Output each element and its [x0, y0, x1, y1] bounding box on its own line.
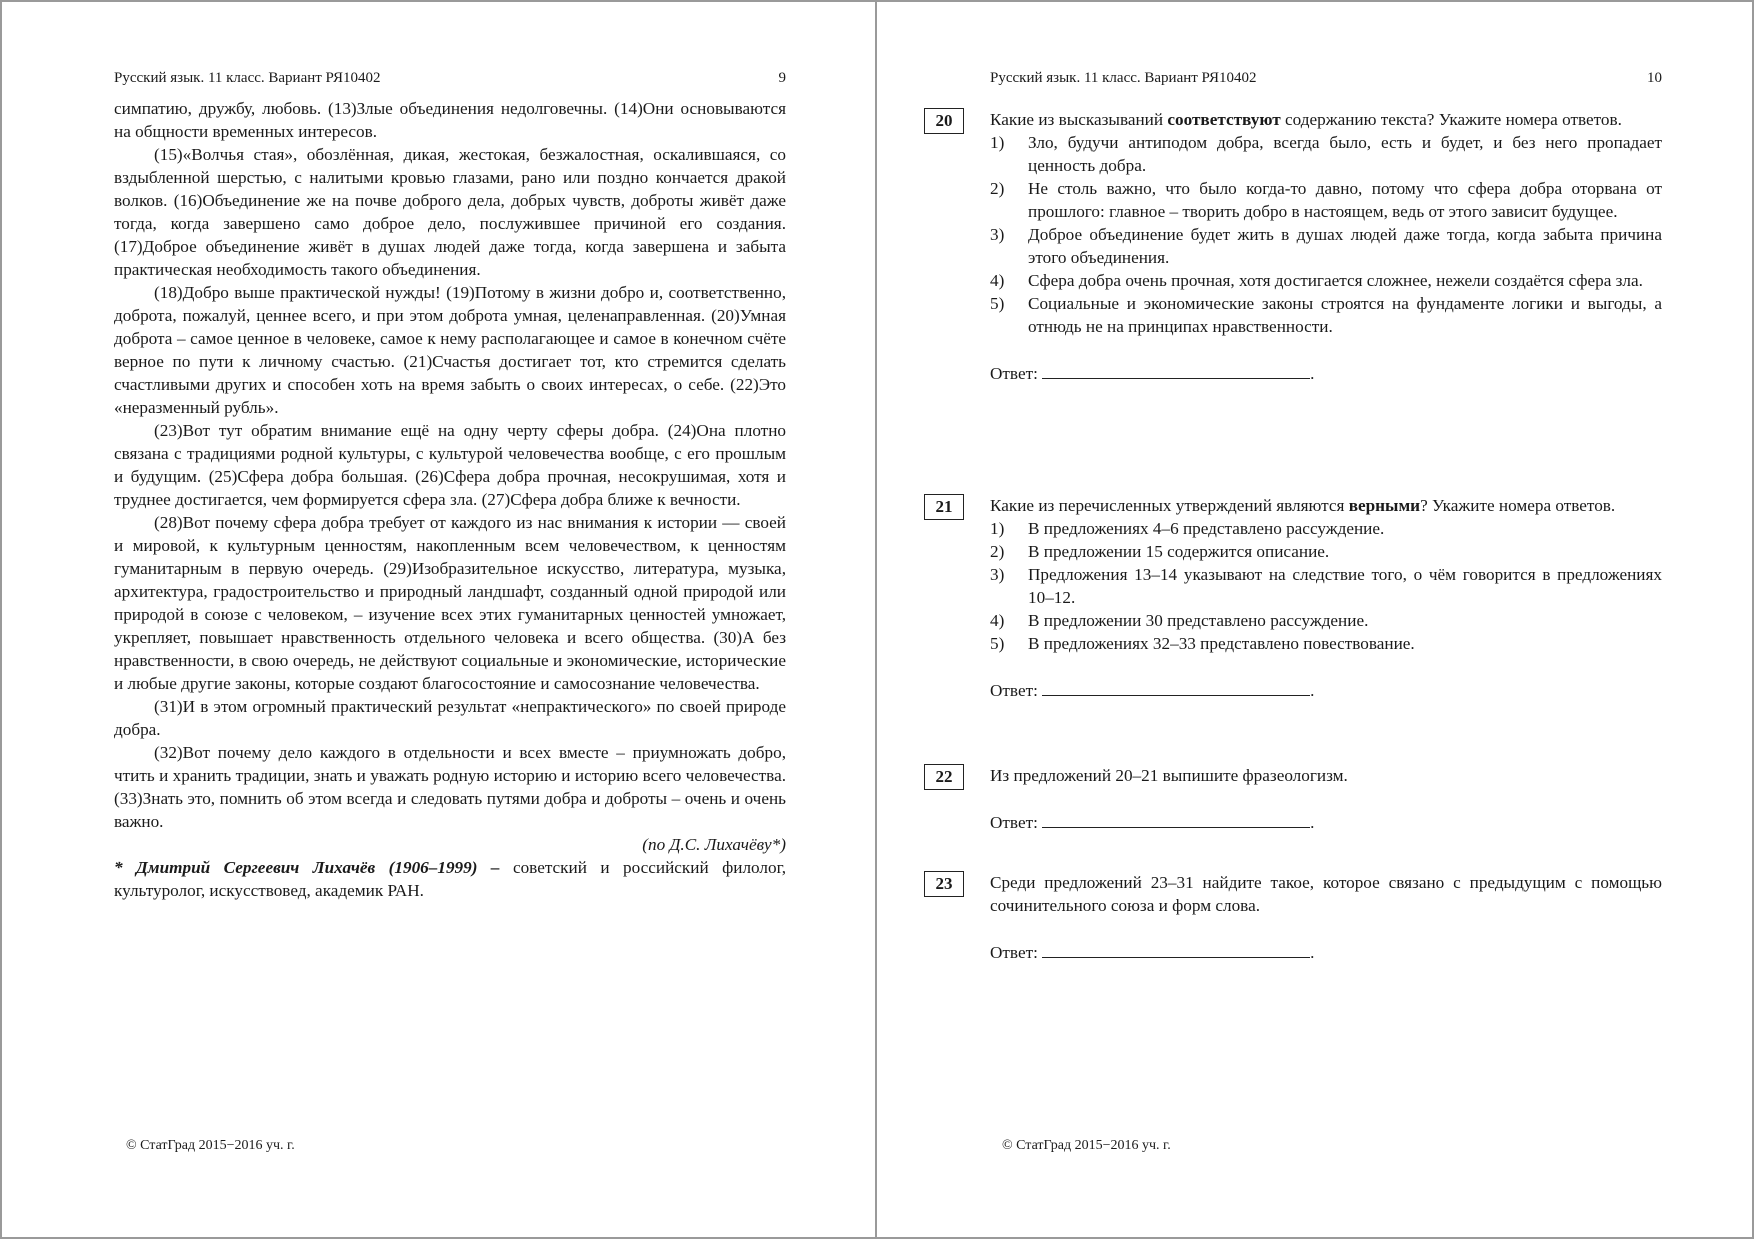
option-text: Зло, будучи антиподом добра, всегда было, есть и будет, и без него пропадает ценность добра.	[1028, 133, 1662, 175]
option-item	[990, 131, 1662, 177]
question-text: Какие из перечисленных утверждений являются	[990, 496, 1349, 515]
paragraph: симпатию, дружбу, любовь. (13)Злые объединения недолговечны. (14)Они основываются на общности временных интересов.	[114, 99, 786, 141]
page-fold-divider	[875, 0, 877, 1239]
options-list	[990, 517, 1662, 655]
task-21	[935, 494, 1662, 702]
answer-label: Ответ:	[990, 681, 1038, 700]
option-text: В предложениях 32–33 представлено повествование.	[1028, 634, 1415, 653]
answer-field[interactable]	[1042, 939, 1310, 958]
running-head-title: Русский язык. 11 класс. Вариант РЯ10402	[990, 70, 1257, 86]
answer-field[interactable]	[1042, 809, 1310, 828]
answer-period: .	[1310, 943, 1315, 962]
task-23	[935, 871, 1662, 964]
answer-label: Ответ:	[990, 364, 1038, 383]
option-number: 3)	[990, 565, 1005, 584]
question-text: ? Укажите номера ответов.	[1420, 496, 1616, 515]
option-number: 4)	[990, 271, 1005, 290]
task-number-box: 21	[924, 494, 964, 520]
option-text: Социальные и экономические законы строятся на фундаменте логики и выгоды, а отнюдь не на принципах нравственности.	[1028, 294, 1662, 336]
task-question: Среди предложений 23–31 найдите такое, которое связано с предыдущим с помощью сочинительного союза и форм слова.	[990, 873, 1662, 915]
task-question	[990, 108, 1662, 131]
task-number-box: 22	[924, 764, 964, 790]
option-text: Сфера добра очень прочная, хотя достигается сложнее, нежели создаётся сфера зла.	[1028, 271, 1643, 290]
option-number: 5)	[990, 294, 1005, 313]
left-page	[114, 0, 786, 1239]
option-item	[990, 632, 1662, 655]
option-item	[990, 563, 1662, 609]
paragraph: (18)Добро выше практической нужды! (19)Потому в жизни добро и, соответственно, доброта, пожалуй, ценнее всего, и при этом доброта умная, целенаправленная. (20)Умная доброта – самое ценное в человеке, самое к нему располагающее и самое в конечном счёте верное по пути к личному счастью. (21)Счастья достигает тот, кто стремится сделать счастливыми других и способен хоть на время забыть о своих интересах, о себе. (22)Это «неразменный рубль».	[114, 283, 786, 417]
source-attribution: (по Д.С. Лихачёву*)	[642, 835, 786, 854]
option-text: В предложении 30 представлено рассуждение.	[1028, 611, 1369, 630]
option-number: 2)	[990, 542, 1005, 561]
paragraph: (32)Вот почему дело каждого в отдельности и всех вместе – приумножать добро, чтить и хранить традиции, знать и уважать родную историю и историю всего человечества. (33)Знать это, помнить об этом всегда и следовать путями добра и доброты – очень и очень важно.	[114, 743, 786, 831]
page-number: 10	[1647, 70, 1662, 86]
option-number: 5)	[990, 634, 1005, 653]
answer-label: Ответ:	[990, 813, 1038, 832]
answer-field[interactable]	[1042, 360, 1310, 379]
page-number: 9	[778, 70, 786, 86]
question-emphasis: соответствуют	[1167, 110, 1281, 129]
paragraph: (15)«Волчья стая», обозлённая, дикая, жестокая, безжалостная, оскалившаяся, со вздыбленной шерстью, с налитыми кровью глазами, рано или поздно кончается дракой волков. (16)Объединение же на почве доброго дела, добрых чувств, доброты живёт даже тогда, когда завершено само доброе дело, послужившее причиной его создания. (17)Доброе объединение живёт в душах людей даже тогда, когда завершена и забыта практическая необходимость такого объединения.	[114, 145, 786, 279]
option-number: 1)	[990, 133, 1005, 152]
question-text: Какие из высказываний	[990, 110, 1168, 129]
running-head	[990, 70, 1662, 90]
answer-row	[990, 677, 1662, 702]
footnote-description: советский и российский филолог, культуролог, искусствовед, академик РАН.	[114, 858, 786, 900]
option-item	[990, 177, 1662, 223]
option-item	[990, 517, 1662, 540]
task-20	[935, 108, 1662, 385]
option-item	[990, 609, 1662, 632]
answer-period: .	[1310, 681, 1315, 700]
running-head	[114, 70, 786, 90]
answer-row	[990, 809, 1662, 834]
answer-field[interactable]	[1042, 677, 1310, 696]
article-text	[114, 97, 786, 902]
task-question	[990, 494, 1662, 517]
page-footer: © СтатГрад 2015−2016 уч. г.	[126, 1138, 295, 1153]
task-number-box: 20	[924, 108, 964, 134]
option-number: 2)	[990, 179, 1005, 198]
option-item	[990, 540, 1662, 563]
option-item	[990, 223, 1662, 269]
paragraph: (31)И в этом огромный практический результат «непрактического» по своей природе добра.	[114, 697, 786, 739]
task-question: Из предложений 20–21 выпишите фразеологизм.	[990, 766, 1348, 785]
page-footer: © СтатГрад 2015−2016 уч. г.	[1002, 1138, 1171, 1153]
option-text: В предложении 15 содержится описание.	[1028, 542, 1330, 561]
answer-row	[990, 939, 1662, 964]
paragraph: (28)Вот почему сфера добра требует от каждого из нас внимания к истории — своей и мировой, к культурным ценностям, накопленным всем человечеством, к ценностям гуманитарным в первую очередь. (29)Изобразительное искусство, литература, музыка, архитектура, градостроительство и природный ландшафт, созданный одной природой или природой в союзе с человеком, – изучение всех этих гуманитарных ценностей умножает, укрепляет, повышает нравственность отдельного человека и всего общества. (30)А без нравственности, в свою очередь, не действуют социальные и экономические, исторические и любые другие законы, которые создают благосостояние и самосознание человечества.	[114, 513, 786, 693]
option-item	[990, 269, 1662, 292]
running-head-title: Русский язык. 11 класс. Вариант РЯ10402	[114, 70, 381, 86]
option-number: 1)	[990, 519, 1005, 538]
option-text: Предложения 13–14 указывают на следствие того, о чём говорится в предложениях 10–12.	[1028, 565, 1662, 607]
footnote-author-name: * Дмитрий Сергеевич Лихачёв (1906–1999) –	[114, 858, 500, 877]
answer-period: .	[1310, 364, 1315, 383]
task-number-box: 23	[924, 871, 964, 897]
option-number: 4)	[990, 611, 1005, 630]
option-text: Не столь важно, что было когда-то давно, потому что сфера добра оторвана от прошлого: главное – творить добро в настоящем, ведь от этого зависит будущее.	[1028, 179, 1662, 221]
author-footnote	[114, 856, 786, 902]
right-page	[935, 0, 1662, 1239]
option-item	[990, 292, 1662, 338]
question-text: содержанию текста? Укажите номера ответов.	[1280, 110, 1622, 129]
paragraph: (23)Вот тут обратим внимание ещё на одну черту сферы добра. (24)Она плотно связана с традициями родной культуры, с культурой человечества вообще, с его прошлым и будущим. (25)Сфера добра большая. (26)Сфера добра прочная, несокрушимая, хотя и труднее достигается, чем формируется сфера зла. (27)Сфера добра ближе к вечности.	[114, 421, 786, 509]
option-number: 3)	[990, 225, 1005, 244]
question-emphasis: верными	[1348, 496, 1421, 515]
answer-row	[990, 360, 1662, 385]
task-22	[935, 764, 1662, 834]
options-list	[990, 131, 1662, 338]
option-text: Доброе объединение будет жить в душах людей даже тогда, когда забыта причина этого объединения.	[1028, 225, 1662, 267]
option-text: В предложениях 4–6 представлено рассуждение.	[1028, 519, 1385, 538]
answer-period: .	[1310, 813, 1315, 832]
answer-label: Ответ:	[990, 943, 1038, 962]
